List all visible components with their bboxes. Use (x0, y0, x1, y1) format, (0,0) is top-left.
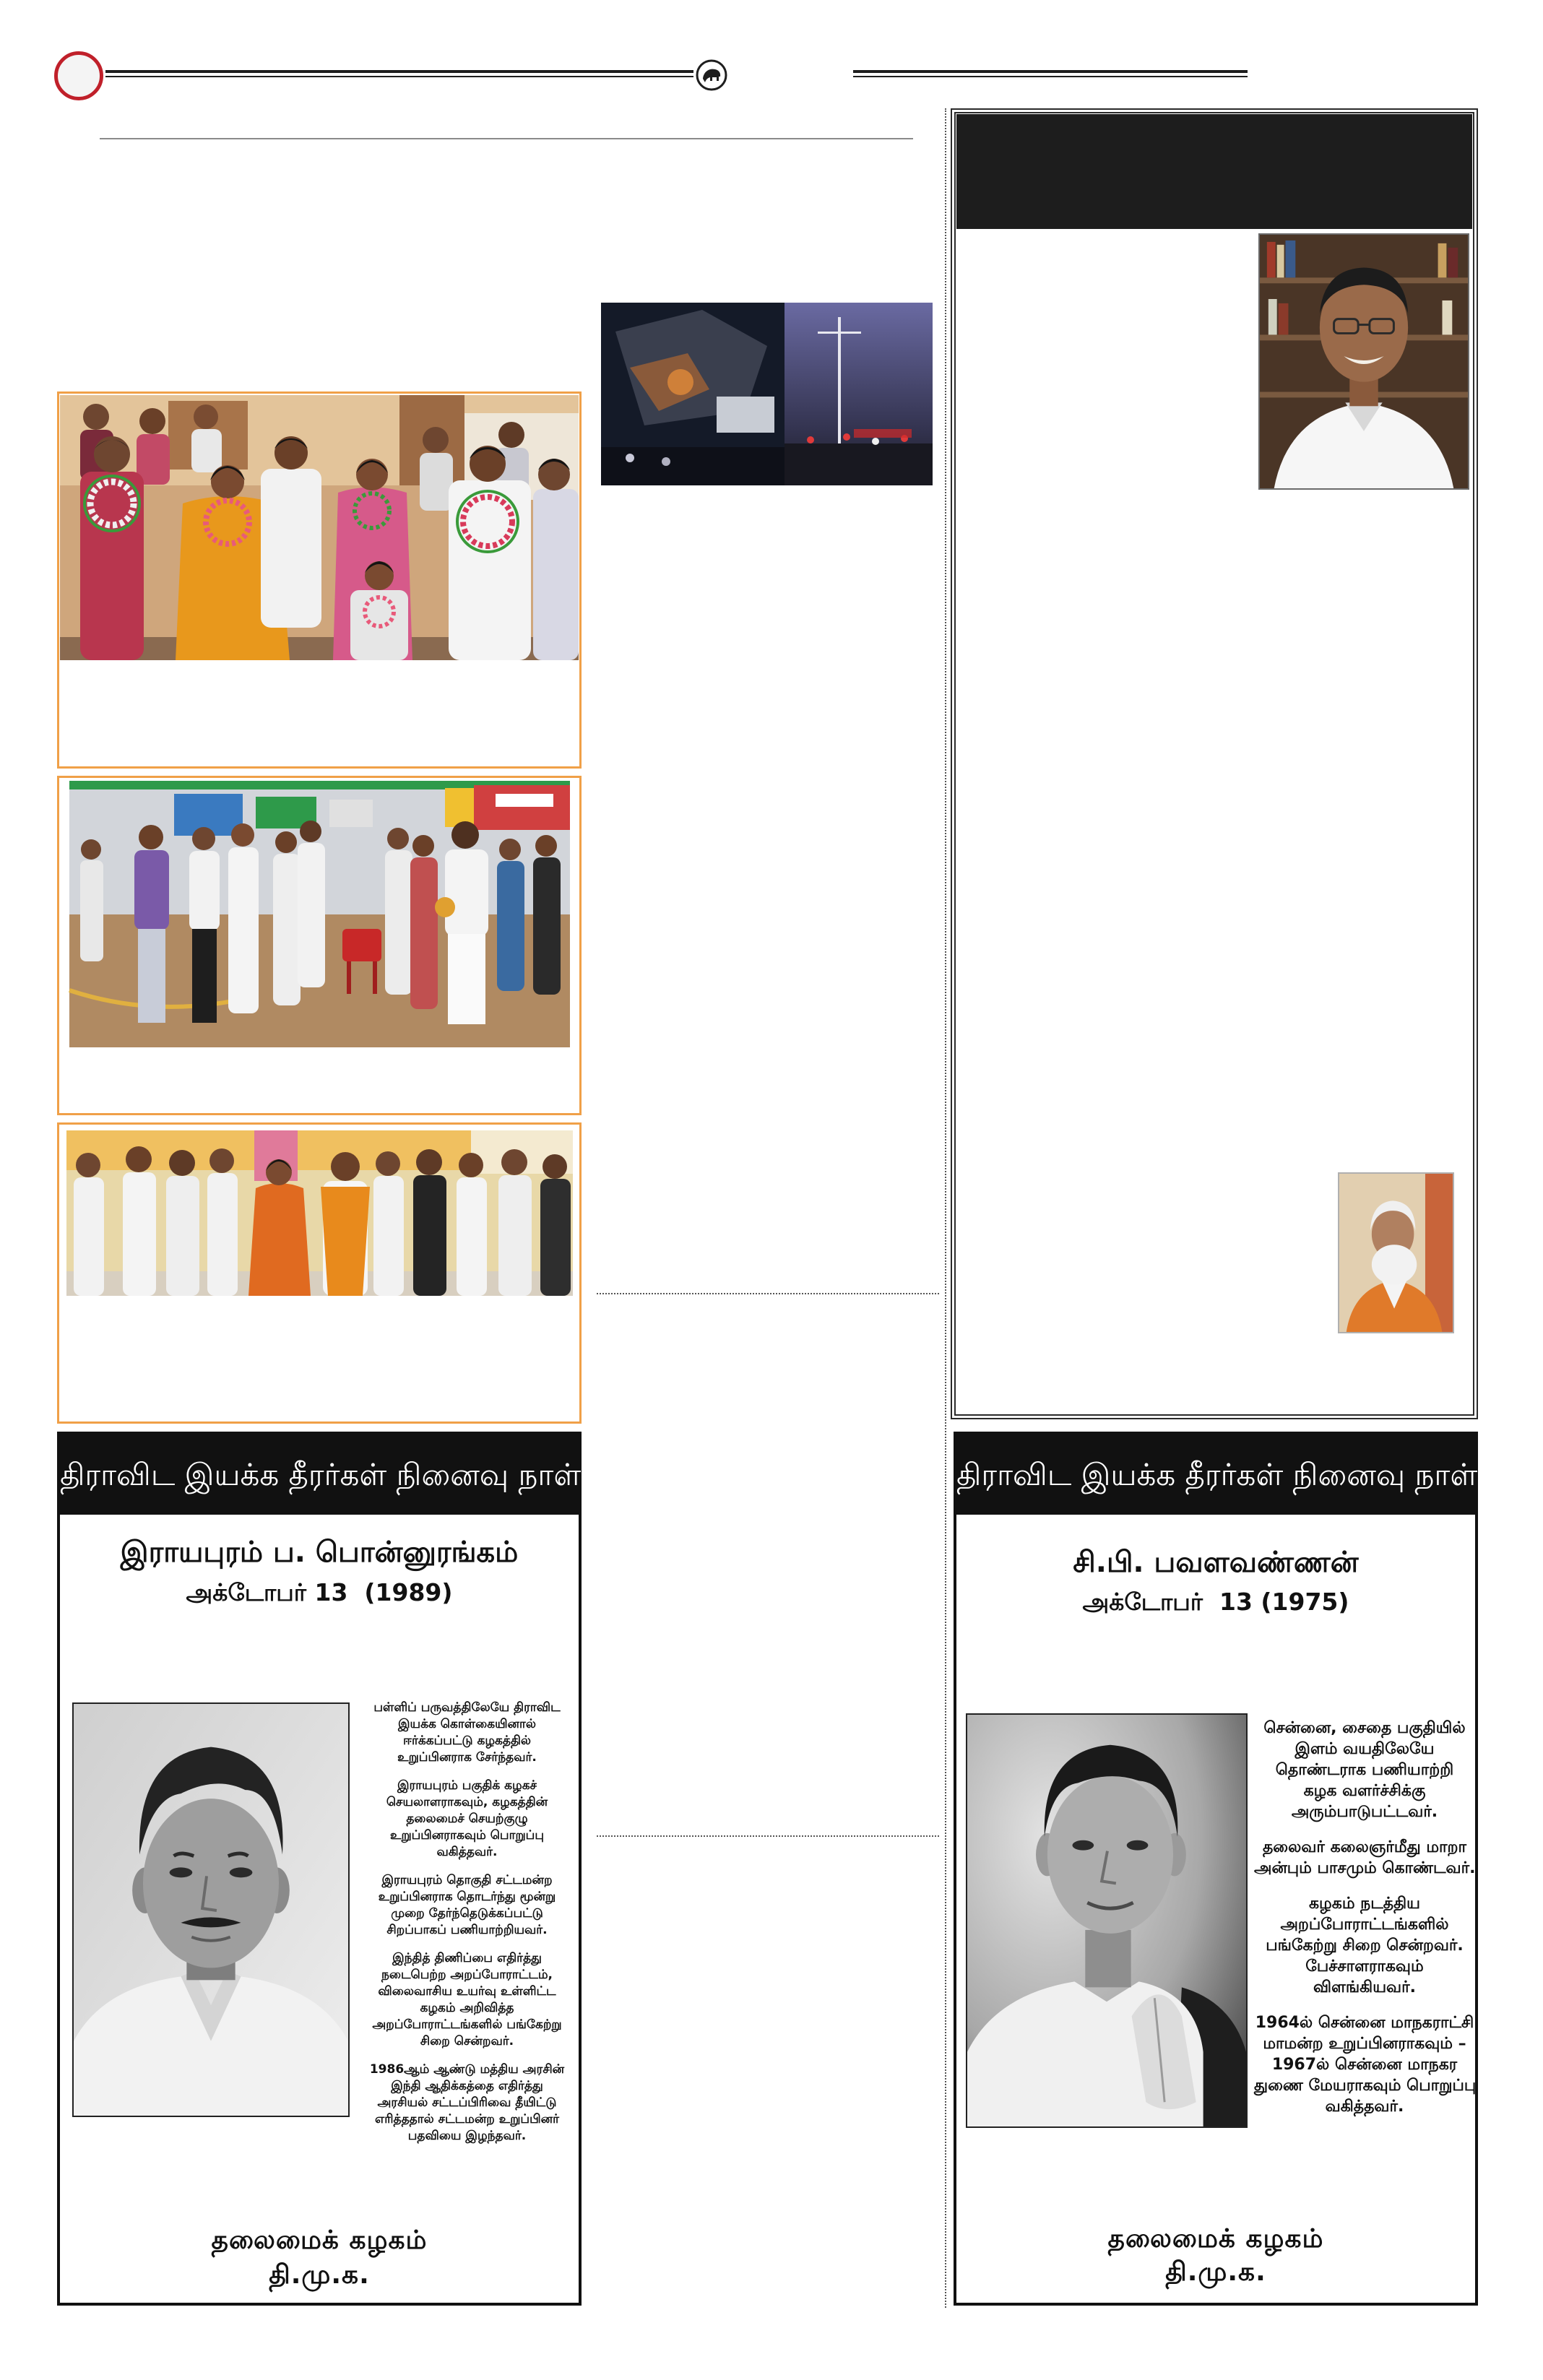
night-incident-photo (601, 303, 933, 485)
bio-line: மாமன்ற உறுப்பினராகவும் – (1263, 2035, 1466, 2053)
bio-line: கழகம் அறிவித்த (420, 2001, 514, 2015)
bio-line: கழக வளர்ச்சிக்கு (1303, 1782, 1426, 1800)
bio-line: நடைபெற்ற அறப்போராட்டம், (381, 1968, 553, 1982)
bio-line: விலைவாசிய உயர்வு உள்ளிட்ட (378, 1984, 556, 1999)
memorial-date: அக்டோபர் 13 (1989) (186, 1578, 453, 1606)
memorial-date: அக்டோபர் 13 (1975) (1082, 1588, 1349, 1616)
bio-paragraph (1254, 1893, 1475, 1998)
emblem-icon (695, 59, 728, 92)
bio-line: சிறை சென்றவர். (420, 2034, 514, 2048)
memorial-portrait-photo (966, 1713, 1248, 2128)
bio-line: வகித்தவர். (1325, 2098, 1404, 2116)
bio-paragraph (1254, 1718, 1475, 1822)
memorial-header: திராவிட இயக்க தீரர்கள் நினைவு நாள் (60, 1435, 579, 1515)
bio-line: இராயபுரம் தொகுதி சட்டமன்ற (381, 1873, 553, 1887)
masthead-rule-left (105, 70, 693, 77)
person-figure (134, 825, 169, 1023)
footer-organisation: தலைமைக் கழகம் (211, 2225, 428, 2255)
bio-line: அறப்போராட்டங்களில் (1280, 1916, 1449, 1934)
bio-line: இந்தித் திணிப்பை எதிர்த்து (392, 1951, 542, 1965)
bio-line: 1964ல் சென்னை மாநகராட்சி (1255, 2014, 1474, 2032)
bio-line: இளம் வயதிலேயே (1295, 1740, 1435, 1758)
bio-line: விளங்கியவர். (1313, 1978, 1416, 1996)
bio-paragraph (361, 2061, 573, 2145)
person-figure (385, 828, 412, 995)
bio-line: 1986ஆம் ஆண்டு மத்திய அரசின் (369, 2062, 565, 2077)
bio-line: எரித்ததால் சட்டமன்ற உறுப்பினர் (375, 2112, 559, 2126)
bio-line: தலைமைச் செயற்குழு (406, 1812, 528, 1826)
person-figure (420, 427, 453, 511)
bio-line: பள்ளிப் பருவத்திலேயே திராவிட (373, 1700, 561, 1715)
column-separator (945, 108, 946, 2308)
memorial-portrait-photo (72, 1702, 350, 2117)
person-figure (191, 404, 222, 472)
bio-line: ஈர்க்கப்பட்டு கழகத்தில் (402, 1734, 532, 1748)
leader-portrait-photo (1258, 233, 1469, 490)
footer-party: தி.மு.க. (269, 2260, 370, 2290)
elder-portrait-photo (1338, 1172, 1454, 1333)
bio-line: பேச்சாளராகவும் (1305, 1957, 1424, 1976)
bio-line: சிறப்பாகப் பணியாற்றியவர். (386, 1923, 548, 1937)
circle-logo-icon (54, 51, 103, 100)
bio-line: கழகம் நடத்திய (1308, 1895, 1421, 1913)
group-photo-honouring (66, 1130, 573, 1296)
bio-paragraph (361, 1700, 573, 1766)
bio-line: உறுப்பினராக தொடர்ந்து மூன்று (378, 1890, 556, 1904)
bio-paragraph (361, 1778, 573, 1861)
middle-column-divider (597, 1293, 939, 1294)
person-figure (410, 835, 438, 1009)
person-figure (298, 821, 325, 987)
group-photo-felicitation (60, 395, 579, 660)
bio-line: வகித்தவர். (436, 1845, 498, 1859)
memorial-notice-ponnurangam (57, 1432, 582, 2306)
bio-line: தலைவர் கலைஞர்மீது மாறா (1262, 1838, 1467, 1856)
bio-line: தொண்டராக பணியாற்றி (1275, 1761, 1454, 1779)
bio-paragraph (1254, 2012, 1475, 2117)
person-figure (137, 408, 170, 485)
bio-line: பதவியை இழந்தவர். (407, 2129, 527, 2143)
bio-line: அன்பும் பாசமும் கொண்டவர். (1254, 1859, 1476, 1877)
person-figure (533, 835, 561, 995)
memorial-biography (361, 1700, 573, 2143)
memorial-header: திராவிட இயக்க தீரர்கள் நினைவு நாள் (956, 1435, 1475, 1515)
footer-organisation: தலைமைக் கழகம் (1107, 2224, 1324, 2254)
bio-line: இந்தி ஆதிக்கத்தை எதிர்த்து (391, 2079, 543, 2093)
memorial-biography (1254, 1718, 1475, 2122)
bio-paragraph (361, 1872, 573, 1939)
bio-line: சென்னை, சைதை பகுதியில் (1263, 1719, 1466, 1737)
feature-header-band (956, 114, 1472, 229)
bio-line: முறை தேர்ந்தெடுக்கப்பட்டு (391, 1906, 543, 1921)
bio-line: பங்கேற்று சிறை சென்றவர். (1266, 1937, 1464, 1955)
bio-line: இராயபுரம் பகுதிக் கழகச் (397, 1778, 537, 1793)
bio-line: அறப்போராட்டங்களில் பங்கேற்று (372, 2017, 562, 2032)
bio-line: அரும்பாடுபட்டவர். (1291, 1803, 1438, 1821)
masthead-rule-right (853, 70, 1248, 77)
person-figure (273, 831, 301, 1005)
bio-paragraph (361, 1950, 573, 2050)
section-rule (100, 138, 913, 139)
bio-paragraph (1254, 1837, 1475, 1879)
bio-line: உறுப்பினராக சேர்ந்தவர். (397, 1750, 537, 1765)
memorial-name: சி.பி. பவளவண்ணன் (1073, 1546, 1359, 1579)
bio-line: 1967ல் சென்னை மாநகர (1271, 2056, 1458, 2074)
memorial-name: இராயபுரம் ப. பொன்னுரங்கம் (120, 1536, 519, 1569)
footer-party: தி.மு.க. (1165, 2257, 1266, 2287)
group-photo-outdoor-event (69, 781, 570, 1047)
bio-line: செயலாளராகவும், கழகத்தின் (386, 1795, 548, 1809)
memorial-notice-pavalavannan (954, 1432, 1478, 2306)
person-figure (189, 827, 220, 1023)
bio-line: இயக்க கொள்கையினால் (398, 1717, 536, 1731)
middle-column-divider (597, 1835, 939, 1837)
bio-line: உறுப்பினராகவும் பொறுப்பு (390, 1828, 544, 1843)
bio-line: துணை மேயராகவும் பொறுப்பு (1254, 2077, 1477, 2095)
bio-line: அரசியல் சட்டப்பிரிவை தீயிட்டு (377, 2095, 557, 2110)
person-figure (228, 823, 259, 1013)
